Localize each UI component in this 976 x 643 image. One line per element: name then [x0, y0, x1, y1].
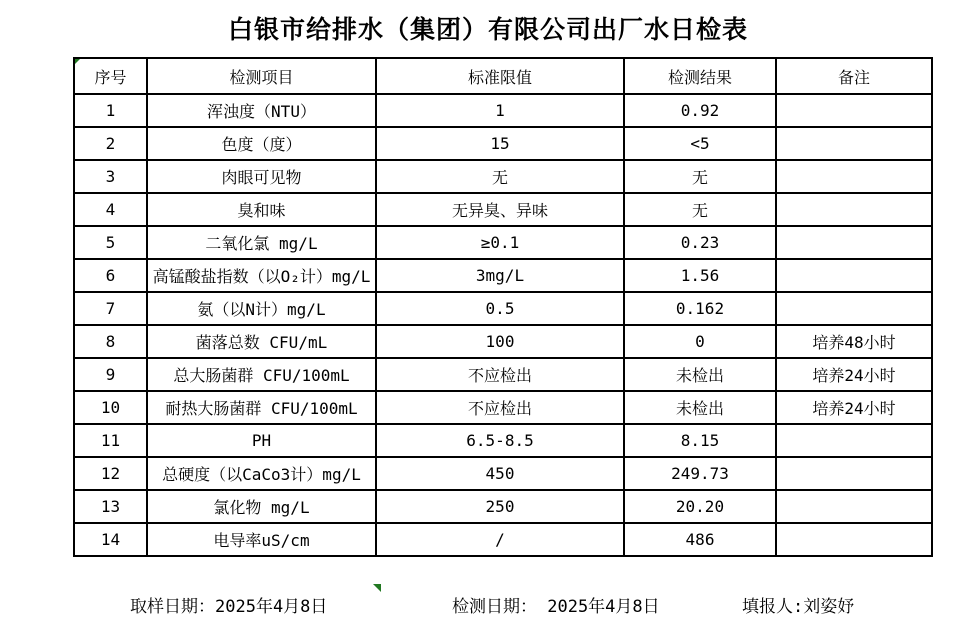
table-row: [74, 424, 932, 457]
cell-result: 0.92: [624, 94, 776, 127]
cell-result: 无: [624, 193, 776, 226]
cell-remark: [776, 523, 932, 556]
table-row: [74, 523, 932, 556]
cell-result: 0: [624, 325, 776, 358]
cell-item: 氨（以N计）mg/L: [147, 292, 376, 325]
excel-cell-marker-icon: [373, 584, 381, 592]
cell-remark: 培养24小时: [776, 391, 932, 424]
cell-result: 8.15: [624, 424, 776, 457]
cell-item: 总硬度（以CaCo3计）mg/L: [147, 457, 376, 490]
water-quality-table: [73, 57, 933, 557]
cell-item: 高锰酸盐指数（以O₂计）mg/L: [147, 259, 376, 292]
cell-remark: [776, 94, 932, 127]
cell-result: 20.20: [624, 490, 776, 523]
cell-remark: [776, 259, 932, 292]
cell-result: 无: [624, 160, 776, 193]
cell-result: 1.56: [624, 259, 776, 292]
cell-no: 13: [74, 490, 147, 523]
cell-remark: 培养48小时: [776, 325, 932, 358]
header-remark: 备注: [776, 58, 932, 94]
cell-no: 10: [74, 391, 147, 424]
cell-remark: [776, 193, 932, 226]
cell-no: 1: [74, 94, 147, 127]
table-row: [74, 457, 932, 490]
header-no: 序号: [74, 58, 147, 94]
cell-limit: 15: [376, 127, 624, 160]
sampling-date: 取样日期：2025年4月8日: [130, 597, 328, 617]
cell-result: <5: [624, 127, 776, 160]
cell-no: 12: [74, 457, 147, 490]
table-row: [74, 391, 932, 424]
cell-result: 486: [624, 523, 776, 556]
cell-remark: [776, 490, 932, 523]
cell-remark: [776, 457, 932, 490]
table-row: [74, 259, 932, 292]
cell-remark: [776, 160, 932, 193]
table-row: [74, 193, 932, 226]
cell-remark: [776, 424, 932, 457]
cell-no: 14: [74, 523, 147, 556]
cell-item: 浑浊度（NTU）: [147, 94, 376, 127]
cell-item: 总大肠菌群 CFU/100mL: [147, 358, 376, 391]
cell-item: 电导率uS/cm: [147, 523, 376, 556]
cell-no: 11: [74, 424, 147, 457]
table-row: [74, 358, 932, 391]
cell-limit: 不应检出: [376, 391, 624, 424]
cell-no: 7: [74, 292, 147, 325]
cell-no: 9: [74, 358, 147, 391]
cell-remark: [776, 292, 932, 325]
cell-result: 0.162: [624, 292, 776, 325]
cell-limit: 250: [376, 490, 624, 523]
cell-no: 3: [74, 160, 147, 193]
table-row: [74, 292, 932, 325]
reporter-name: 填报人:刘姿妤: [742, 597, 855, 617]
table-header-row: [74, 58, 932, 94]
cell-item: 肉眼可见物: [147, 160, 376, 193]
cell-limit: 无异臭、异味: [376, 193, 624, 226]
header-result: 检测结果: [624, 58, 776, 94]
cell-item: 臭和味: [147, 193, 376, 226]
cell-limit: 3mg/L: [376, 259, 624, 292]
cell-remark: [776, 226, 932, 259]
cell-no: 6: [74, 259, 147, 292]
page-title: 白银市给排水（集团）有限公司出厂水日检表: [227, 15, 748, 44]
cell-limit: 450: [376, 457, 624, 490]
cell-limit: 100: [376, 325, 624, 358]
table-row: [74, 325, 932, 358]
cell-no: 8: [74, 325, 147, 358]
cell-no: 4: [74, 193, 147, 226]
cell-result: 249.73: [624, 457, 776, 490]
table-row: [74, 160, 932, 193]
header-item: 检测项目: [147, 58, 376, 94]
cell-remark: [776, 127, 932, 160]
header-limit: 标准限值: [376, 58, 624, 94]
cell-limit: 0.5: [376, 292, 624, 325]
table-row: [74, 490, 932, 523]
test-date: 检测日期： 2025年4月8日: [452, 597, 660, 617]
cell-limit: 不应检出: [376, 358, 624, 391]
cell-no: 5: [74, 226, 147, 259]
cell-item: 色度（度）: [147, 127, 376, 160]
cell-item: 氯化物 mg/L: [147, 490, 376, 523]
cell-item: 耐热大肠菌群 CFU/100mL: [147, 391, 376, 424]
cell-limit: 6.5-8.5: [376, 424, 624, 457]
table-row: [74, 94, 932, 127]
cell-result: 未检出: [624, 358, 776, 391]
table-row: [74, 127, 932, 160]
cell-item: 二氧化氯 mg/L: [147, 226, 376, 259]
cell-remark: 培养24小时: [776, 358, 932, 391]
cell-item: PH: [147, 424, 376, 457]
cell-result: 未检出: [624, 391, 776, 424]
cell-limit: /: [376, 523, 624, 556]
cell-limit: 无: [376, 160, 624, 193]
cell-limit: 1: [376, 94, 624, 127]
cell-limit: ≥0.1: [376, 226, 624, 259]
cell-item: 菌落总数 CFU/mL: [147, 325, 376, 358]
cell-result: 0.23: [624, 226, 776, 259]
table-row: [74, 226, 932, 259]
cell-no: 2: [74, 127, 147, 160]
